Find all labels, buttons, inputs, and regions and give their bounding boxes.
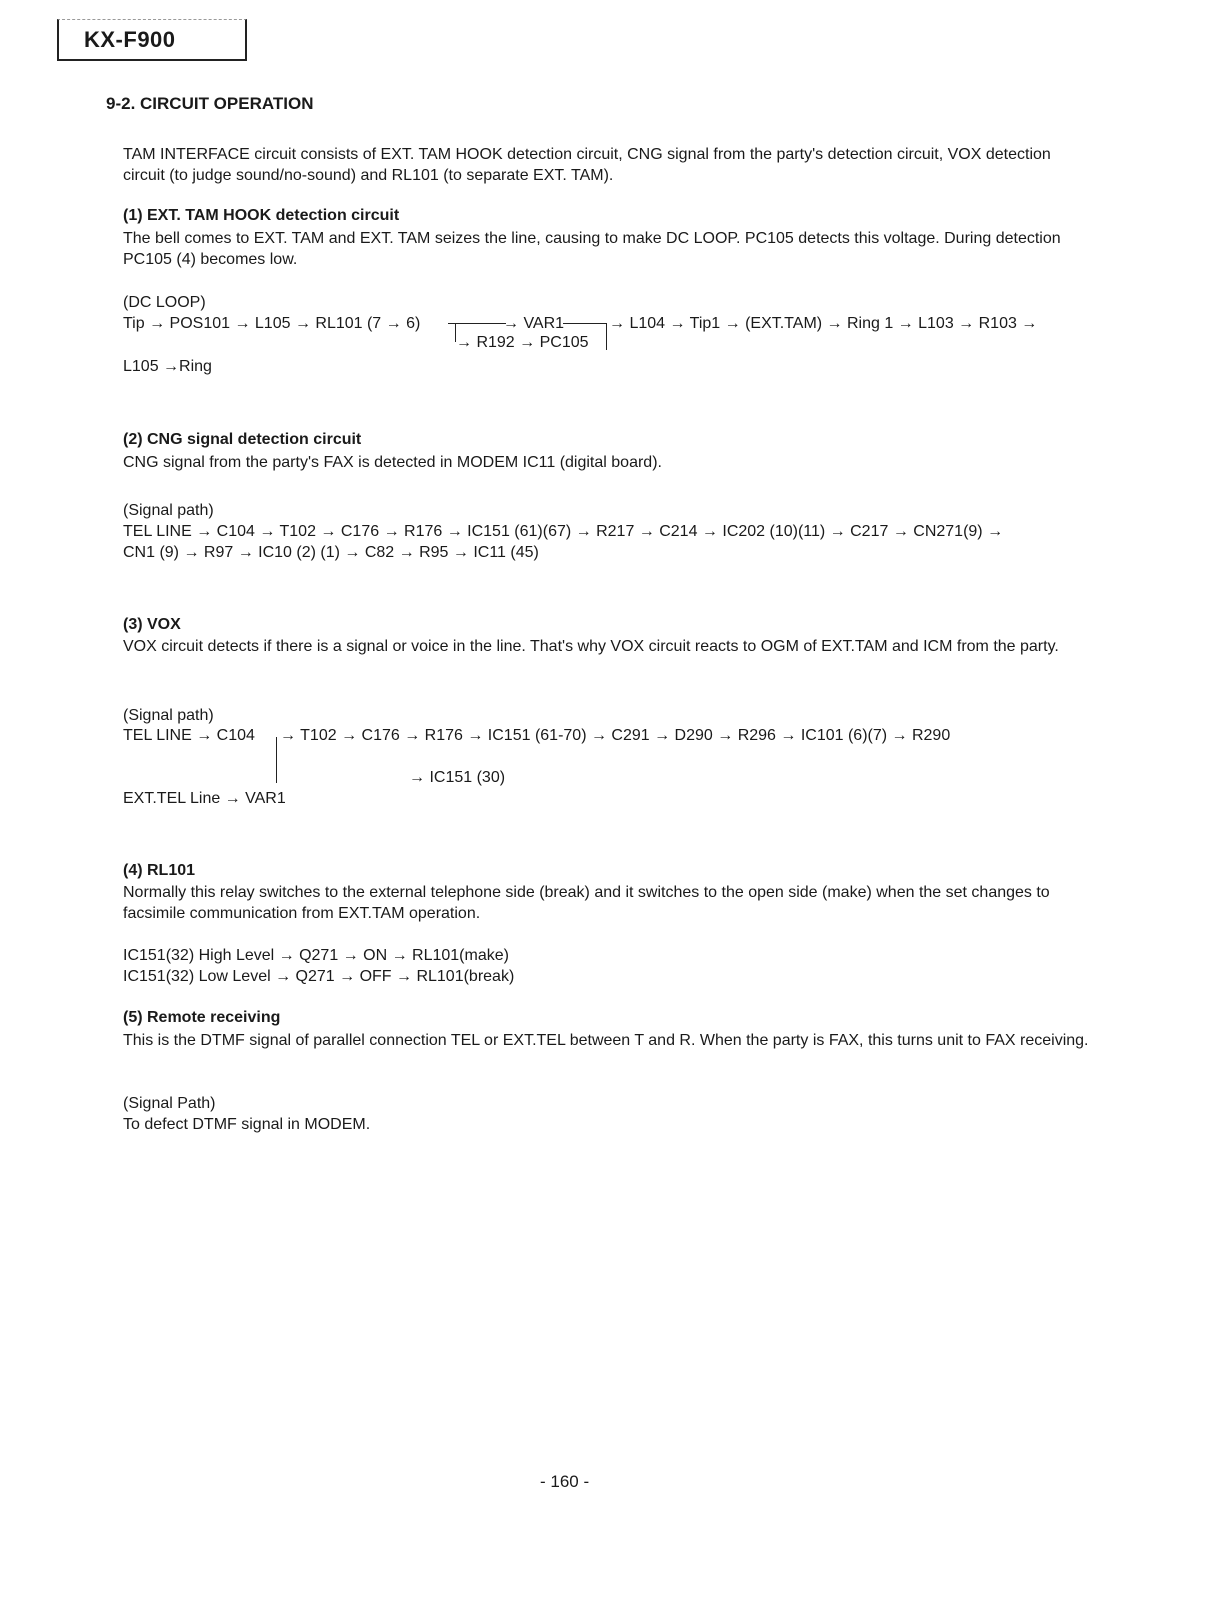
s1-path-branch: → R192 → PC105 (456, 334, 589, 351)
s5-path-label: (Signal Path) (123, 1095, 216, 1112)
model-number: KX-F900 (84, 27, 176, 52)
s3-path-c: → IC151 (30) (409, 769, 506, 786)
s1-branch-left-line (455, 323, 456, 342)
s1-loop-label: (DC LOOP) (123, 294, 206, 311)
s1-branch-right-top-line (563, 323, 607, 324)
s4-line2: IC151(32) Low Level → Q271 → OFF → RL101(break) (123, 968, 515, 985)
s1-body: The bell comes to EXT. TAM and EXT. TAM seizes the line, causing to make DC LOOP. PC105 detects this voltage. During detection PC105 (4) becomes low. (123, 230, 1061, 268)
model-header-box (57, 19, 247, 61)
s1-path-end: L105 →Ring (123, 358, 212, 375)
s4-line1: IC151(32) High Level → Q271 → ON → RL101(make) (123, 947, 509, 964)
s1-heading: (1) EXT. TAM HOOK detection circuit (123, 207, 400, 224)
s3-path-label: (Signal path) (123, 707, 214, 724)
s1-branch-right-line (606, 323, 607, 350)
s2-path-line1: TEL LINE → C104 → T102 → C176 → R176 → IC151 (61)(67) → R217 → C214 → IC202 (10)(11) → C217 → CN271(9) → (123, 523, 1004, 540)
page-number: - 160 - (540, 1472, 590, 1491)
s5-heading: (5) Remote receiving (123, 1009, 281, 1026)
s2-body: CNG signal from the party's FAX is detected in MODEM IC11 (digital board). (123, 454, 662, 471)
s4-heading: (4) RL101 (123, 862, 196, 879)
s2-path-line2: CN1 (9) → R97 → IC10 (2) (1) → C82 → R95 → IC11 (45) (123, 544, 539, 561)
s1-path-var: → VAR1 (503, 315, 565, 332)
section-title: 9-2. CIRCUIT OPERATION (106, 94, 314, 113)
s3-path-b: → T102 → C176 → R176 → IC151 (61-70) → C291 → D290 → R296 → IC101 (6)(7) → R290 (280, 727, 951, 744)
s3-join-line (276, 737, 277, 783)
s1-branch-top-line (448, 323, 506, 324)
s5-body: This is the DTMF signal of parallel connection TEL or EXT.TEL between T and R. When the party is FAX, this turns unit to FAX receiving. (123, 1032, 1089, 1049)
s3-path-d: EXT.TEL Line → VAR1 (123, 790, 286, 807)
s1-path-a: Tip → POS101 → L105 → RL101 (7 → 6) (123, 315, 421, 332)
s2-path-label: (Signal path) (123, 502, 214, 519)
s1-path-b: → L104 → Tip1 → (EXT.TAM) → Ring 1 → L103 → R103 → (609, 315, 1038, 332)
s3-heading: (3) VOX (123, 616, 181, 633)
s4-body: Normally this relay switches to the external telephone side (break) and it switches to the open side (make) when the set changes to facsimile communication from EXT.TAM operation. (123, 884, 1050, 922)
intro-paragraph: TAM INTERFACE circuit consists of EXT. TAM HOOK detection circuit, CNG signal from the party's detection circuit, VOX detection circuit (to judge sound/no-sound) and RL101 (to separate EXT. TAM). (123, 146, 1051, 184)
s2-heading: (2) CNG signal detection circuit (123, 431, 362, 448)
s3-body: VOX circuit detects if there is a signal or voice in the line. That's why VOX circuit reacts to OGM of EXT.TAM and ICM from the party. (123, 638, 1059, 655)
s5-path-line1: To defect DTMF signal in MODEM. (123, 1116, 371, 1133)
s3-path-a: TEL LINE → C104 (123, 727, 255, 744)
